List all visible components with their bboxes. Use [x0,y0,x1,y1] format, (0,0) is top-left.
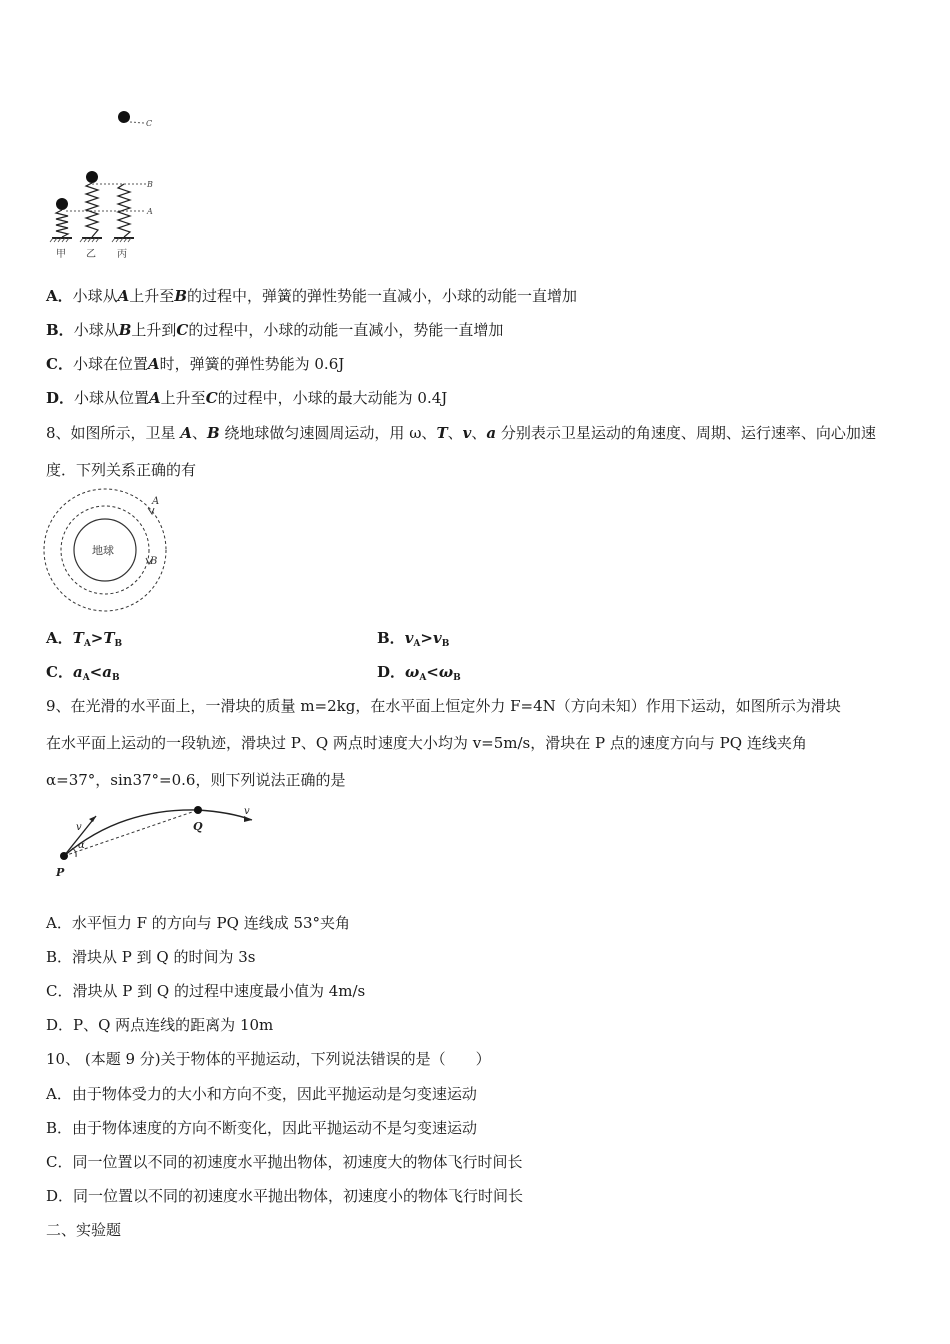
label-alpha: α [78,840,85,851]
q10-stem: 10、 (本题 9 分)关于物体的平抛运动，下列说法错误的是（ ） [46,1050,491,1068]
q8-option-c[interactable]: C．$a_A<a_B$ [46,663,120,683]
point-p [60,852,68,860]
spring-jia [50,198,72,242]
label-q: Q [193,820,203,833]
stand-yi-label: 乙 [86,249,96,260]
q7-option-b[interactable]: B．小球从B上升到C的过程中，小球的动能一直减小，势能一直增加 [46,321,504,339]
q10-option-a[interactable]: A．由于物体受力的大小和方向不变，因此平抛运动是匀变速运动 [46,1085,477,1103]
q8-option-d[interactable]: D．$\omega_A<\omega_B$ [377,663,461,683]
label-a: A [147,207,153,216]
q10-option-c[interactable]: C．同一位置以不同的初速度水平抛出物体，初速度大的物体飞行时间长 [46,1153,523,1171]
earth-label: 地球 [92,544,114,557]
q8-option-b[interactable]: B．$v_A>v_B$ [377,629,450,649]
q9-stem-line3: α=37°，sin37°=0.6，则下列说法正确的是 [46,771,346,789]
q7-option-a[interactable]: A．小球从A上升至B的过程中，弹簧的弹性势能一直减小，小球的动能一直增加 [46,287,578,305]
spring-yi [80,171,102,242]
label-c: C [146,119,153,128]
q7-option-d[interactable]: D．小球从位置A上升至C的过程中，小球的最大动能为 0.4J [46,389,448,407]
trajectory-curve [64,810,252,856]
point-q [194,806,202,814]
trajectory-figure [50,800,260,882]
spring-figure [44,104,164,264]
q10-option-b[interactable]: B．由于物体速度的方向不断变化，因此平抛运动不是匀变速运动 [46,1119,478,1137]
q8-stem-line2: 度．下列关系正确的有 [46,461,197,479]
satellite-a-label: A [152,496,160,507]
q9-option-c[interactable]: C．滑块从 P 到 Q 的过程中速度最小值为 4m/s [46,982,366,1000]
label-p: P [56,866,65,879]
section-heading: 二、实验题 [46,1221,122,1239]
satellite-b-label: B [150,556,158,567]
stand-bing-label: 丙 [117,249,127,260]
spring-bing [112,184,134,242]
q8-option-a[interactable]: A．$T_A>T_B$ [46,629,123,649]
stand-jia-label: 甲 [56,249,66,260]
q10-option-d[interactable]: D．同一位置以不同的初速度水平抛出物体，初速度小的物体飞行时间长 [46,1187,524,1205]
q9-option-b[interactable]: B．滑块从 P 到 Q 的时间为 3s [46,948,256,966]
label-v-p: v [76,822,82,833]
ball-c [118,111,130,123]
label-b: B [147,180,153,189]
orbit-figure [42,488,172,612]
q8-stem-line1: 8、如图所示，卫星 A、B 绕地球做匀速圆周运动，用 ω、T、v、a 分别表示卫星运动的角速度、周期、运行速率、向心加速 [46,424,876,442]
q9-stem-line1: 9、在光滑的水平面上，一滑块的质量 m=2kg，在水平面上恒定外力 F=4N（方向未知）作用下运动，如图所示为滑块 [46,697,841,715]
q7-option-c[interactable]: C．小球在位置A时，弹簧的弹性势能为 0.6J [46,355,345,373]
q9-stem-line2: 在水平面上运动的一段轨迹，滑块过 P、Q 两点时速度大小均为 v=5m/s，滑块在 P 点的速度方向与 PQ 连线夹角 [46,734,807,752]
q9-option-d[interactable]: D．P、Q 两点连线的距离为 10m [46,1016,274,1034]
label-v-q: v [244,806,250,817]
q9-option-a[interactable]: A．水平恒力 F 的方向与 PQ 连线成 53°夹角 [46,914,351,932]
